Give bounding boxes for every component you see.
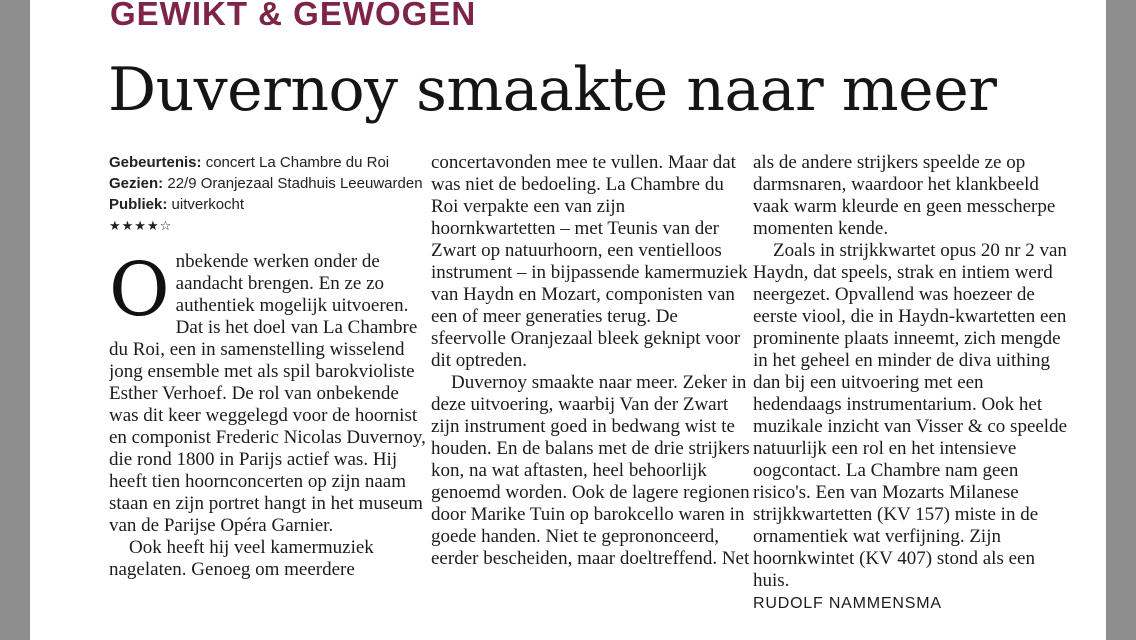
body-paragraph: als de andere strijkers speelde ze op darmsnaren, waardoor het klankbeeld vaak warm kleurde en geen messcherpe momenten kende. [753, 152, 1056, 239]
section-kicker: GEWIKT & GEWOGEN [110, 0, 477, 32]
body-paragraph [109, 247, 427, 537]
audience-label: Publiek: [109, 196, 168, 213]
star-rating: ★★★★☆ [109, 219, 173, 234]
paragraph-text: nbekende werken onder de aandacht brengen. En ze zo authentiek mogelijk uitvoeren. Dat is het doel van La Chambre du Roi, een in samenstelling wisselend jong ensemble met als spil barokvioliste Esther Verhoef. De rol van onbekende was dit keer weggelegd voor de hoornist en componist Frederic Nicolas Duvernoy, die rond 1800 in Parijs actief was. Hij heeft tien hoornconcerten op zijn naam staan en zijn portret hangt in het museum van de Parijse Opéra Garnier. [109, 251, 426, 536]
newspaper-page [30, 0, 1106, 640]
body-paragraph: Ook heeft hij veel kamermuziek nagelaten. Genoeg om meerdere [109, 537, 374, 580]
column-1 [109, 152, 427, 640]
body-paragraph: Zoals in strijkkwartet opus 20 nr 2 van Haydn, dat speels, strak en intiem werd neergezet. Opvallend was hoezeer de eerste viool, die in Haydn-kwartetten een prominente plaats inneemt, zich mengde in het geheel en minder de diva uithing dan bij een uitvoering met een hedendaags instrumentarium. Ook het muzikale inzicht van Visser & co speelde natuurlijk een rol en het intensieve oogcontact. La Chambre nam geen risico's. Een van Mozarts Milanese strijkkwartetten (KV 157) miste in de ornamentiek wat verfijning. Zijn hoornkwintet (KV 407) stond als een huis. [753, 240, 1068, 591]
column-2 [431, 152, 753, 640]
event-value: concert La Chambre du Roi [201, 154, 390, 171]
review-meta [109, 152, 427, 237]
audience-value: uitverkocht [167, 196, 245, 213]
event-label: Gebeurtenis: [109, 154, 202, 171]
drop-cap: O [109, 247, 170, 333]
seen-label: Gezien: [109, 175, 164, 192]
headline: Duvernoy smaakte naar meer [108, 55, 997, 125]
body-paragraph: concertavonden mee te vullen. Maar dat was niet de bedoeling. La Chambre du Roi verpakte een van zijn hoornkwartetten – met Teunis van der Zwart op natuurhoorn, een ventielloos instrument – in bijpassende kamermuziek van Haydn en Mozart, componisten van een of meer generaties terug. De sfeervolle Oranjezaal bleek geknipt voor dit optreden. [431, 152, 748, 371]
seen-value: 22/9 Oranjezaal Stadhuis Leeuwarden [163, 175, 423, 192]
column-3 [753, 152, 1075, 640]
author-byline: RUDOLF NAMMENSMA [753, 595, 942, 612]
body-paragraph: Duvernoy smaakte naar meer. Zeker in deze uitvoering, waarbij Van der Zwart zijn instrument goed in bedwang wist te houden. En de balans met de drie strijkers kon, na wat aftasten, heel behoorlijk genoemd worden. Ook de lagere regionen door Marike Tuin op barokcello waren in goede handen. Niet te geprononceerd, eerder bescheiden, maar doeltreffend. Net [431, 372, 750, 569]
